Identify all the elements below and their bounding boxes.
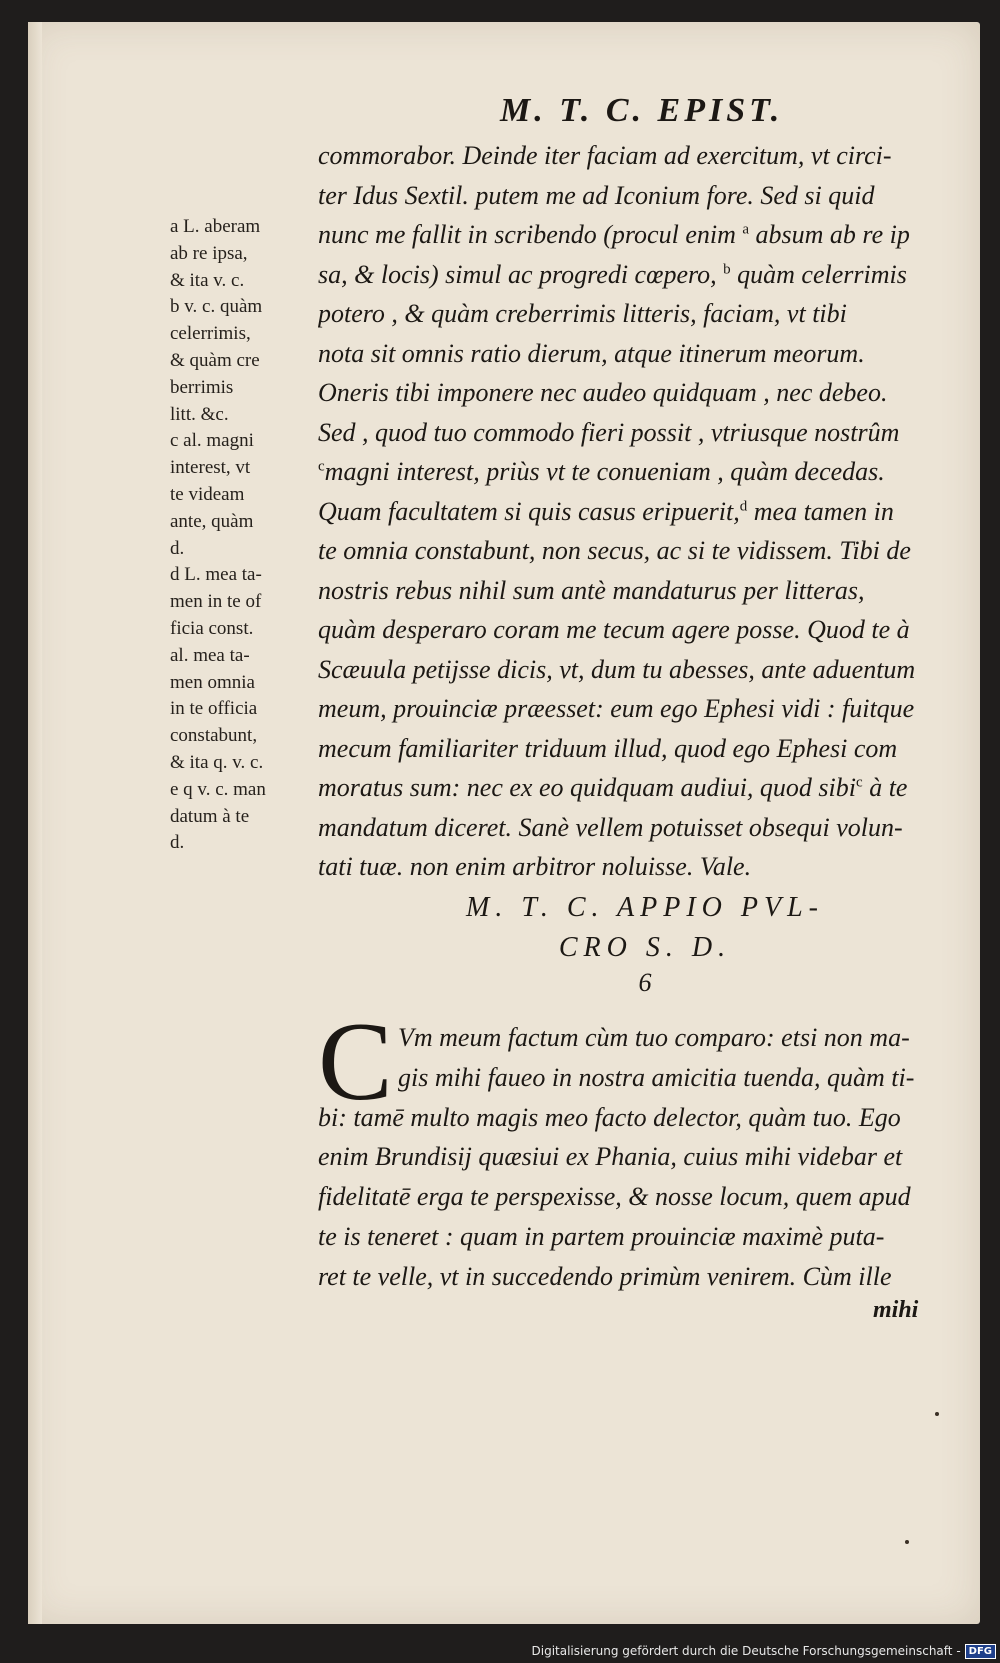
margin-note-line: & ita q. v. c. <box>170 751 264 773</box>
margin-note-line: c al. magni <box>170 430 254 452</box>
body-line: moratus sum: nec ex eo quidquam audiui, quod sibi$^c$ à te <box>318 773 908 802</box>
body-line: mecum familiariter triduum illud, quod ego Ephesi com <box>318 733 898 763</box>
margin-note-line: litt. &c. <box>170 403 229 425</box>
body-line: bi: tamē multo magis meo facto delector, quàm tuo. Ego <box>318 1102 901 1132</box>
body-line: mandatum diceret. Sanè vellem potuisset obsequi volun- <box>318 812 903 842</box>
letter-heading-continued: CRO S. D. <box>558 932 732 963</box>
margin-note-line: ficia const. <box>170 617 254 639</box>
body-line: gis mihi faueo in nostra amicitia tuenda, quàm ti- <box>398 1062 915 1092</box>
margin-note-line: d. <box>170 832 185 854</box>
margin-note-line: & quàm cre <box>170 349 260 371</box>
page-gutter <box>28 22 42 1624</box>
letter-body <box>318 136 973 887</box>
margin-note-line: datum à te <box>170 805 250 827</box>
letter-heading: M. T. C. APPIO PVL- <box>466 892 824 923</box>
margin-note-line: ante, quàm <box>170 510 254 532</box>
margin-note-line: in te officia <box>170 698 258 720</box>
body-line: te omnia constabunt, non secus, ac si te vidissem. Tibi de <box>318 536 911 565</box>
margin-note-line: d. <box>170 537 185 559</box>
body-line: fidelitatē erga te perspexisse, & nosse locum, quem apud <box>318 1182 911 1212</box>
body-line: nunc me fallit in scribendo (procul enim $^a$ absum ab re ip <box>318 220 910 249</box>
body-line: ret te velle, vt in succedendo primùm venirem. Cùm ille <box>318 1261 892 1291</box>
body-line: commorabor. Deinde iter faciam ad exercitum, vt circi- <box>318 141 892 170</box>
margin-note-line: ab re ipsa, <box>170 242 248 264</box>
body-line: te is teneret : quam in partem prouinciæ maximè puta- <box>318 1221 885 1251</box>
margin-note-line: interest, vt <box>170 457 251 479</box>
letter-number: 6 <box>638 968 652 997</box>
marginal-notes <box>170 214 312 857</box>
body-line: meum, prouinciæ præesset: eum ego Ephesi vidi : fuitque <box>318 694 915 723</box>
margin-note-line: & ita v. c. <box>170 269 245 291</box>
margin-note-line: e q v. c. man <box>170 778 266 800</box>
running-header: M. T. C. EPIST. <box>500 92 784 129</box>
ink-speck <box>905 1540 909 1544</box>
margin-note-line: a L. aberam <box>170 216 261 237</box>
body-line: ter Idus Sextil. putem me ad Iconium fore. Sed si quid <box>318 180 875 210</box>
body-line: potero , & quàm creberrimis litteris, faciam, vt tibi <box>318 299 847 328</box>
margin-note-line: men in te of <box>170 591 262 613</box>
margin-note-line: celerrimis, <box>170 323 251 345</box>
body-line: Scæuula petijsse dicis, vt, dum tu abesses, ante aduentum <box>318 654 916 684</box>
catchword: mihi <box>873 1297 919 1323</box>
margin-note-line: berrimis <box>170 376 234 398</box>
body-line: tati tuæ. non enim arbitror noluisse. Vale. <box>318 852 752 881</box>
body-line: sa, & locis) simul ac progredi cœpero, $^b$ quàm celerrimis <box>318 259 907 289</box>
body-line: nostris rebus nihil sum antè mandaturus per litteras, <box>318 575 865 605</box>
body-line: Oneris tibi imponere nec audeo quidquam , nec debeo. <box>318 378 888 407</box>
margin-note-line: b v. c. quàm <box>170 296 263 318</box>
ink-speck <box>935 1412 939 1416</box>
body-line: Quam facultatem si quis casus eripuerit,$^d$ mea tamen in <box>318 496 894 526</box>
margin-note-line: te videam <box>170 483 245 505</box>
margin-note-line: men omnia <box>170 671 255 693</box>
margin-note-line: d L. mea ta- <box>170 564 262 586</box>
letter-body-2 <box>318 1018 973 1297</box>
margin-note-line: al. mea ta- <box>170 644 250 666</box>
body-line: enim Brundisij quæsiui ex Phania, cuius mihi videbar et <box>318 1142 903 1172</box>
body-line: Sed , quod tuo commodo fieri possit , vtriusque nostrûm <box>318 417 900 447</box>
body-line: Vm meum factum cùm tuo comparo: etsi non ma- <box>398 1023 910 1052</box>
digitization-footer <box>532 1641 997 1661</box>
body-line: nota sit omnis ratio dierum, atque itinerum meorum. <box>318 338 865 368</box>
dfg-logo-icon: DFG <box>965 1644 996 1659</box>
drop-capital: C <box>318 1000 393 1124</box>
margin-note-line: constabunt, <box>170 725 258 747</box>
body-line: quàm desperaro coram me tecum agere posse. Quod te à <box>318 615 910 644</box>
footer-credit: Digitalisierung gefördert durch die Deutsche Forschungsgemeinschaft - <box>531 1644 961 1658</box>
body-line: $^c$magni interest, priùs vt te conueniam , quàm decedas. <box>318 457 885 486</box>
